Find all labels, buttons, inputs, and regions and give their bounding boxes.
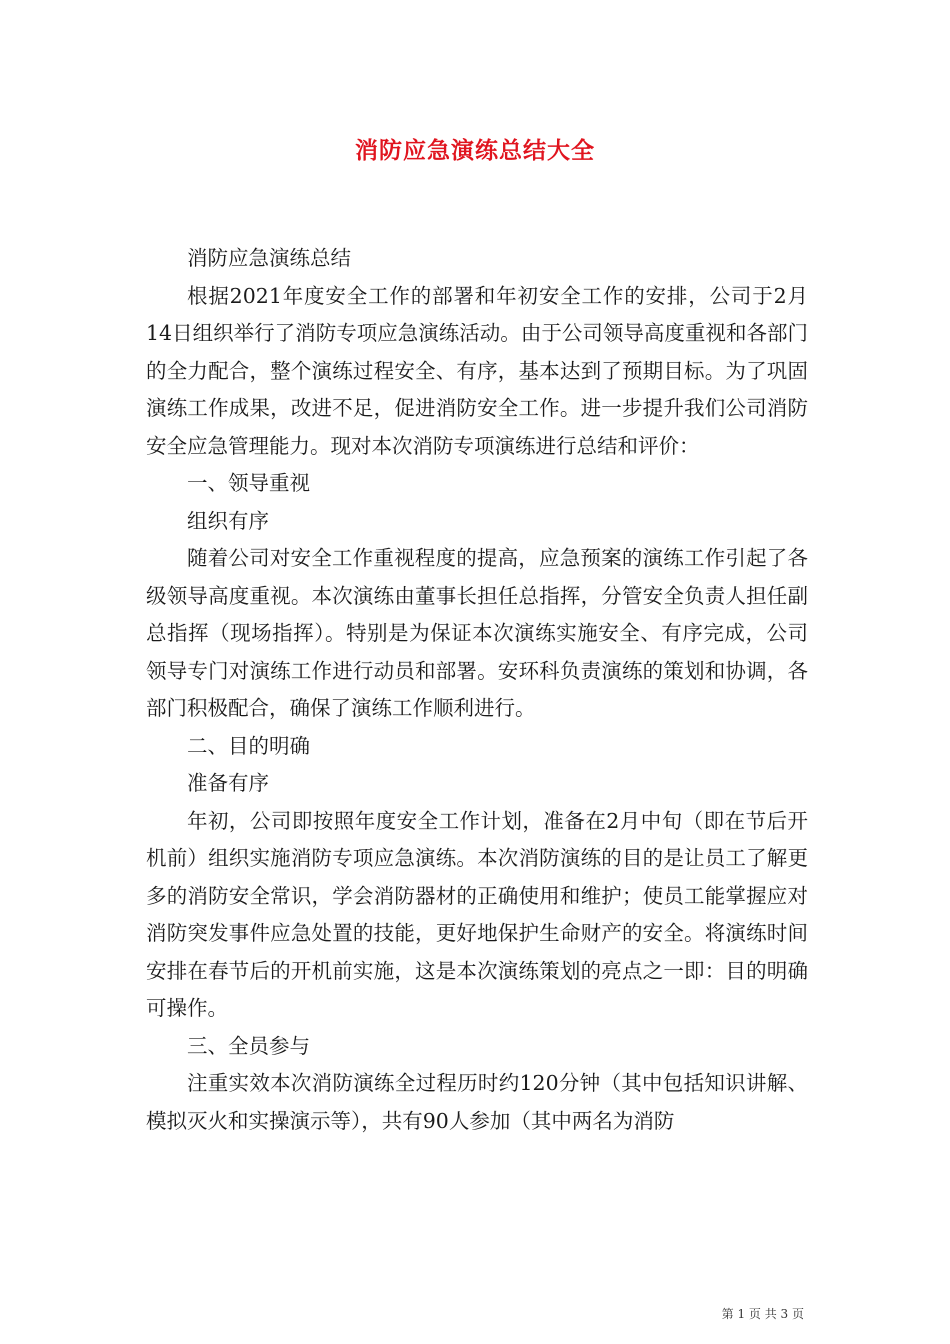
section-subheading-2: 准备有序 [187, 771, 269, 795]
document-body [146, 240, 808, 1140]
paragraph-section-1: 随着公司对安全工作重视程度的提高，应急预案的演练工作引起了各级领导高度重视。本次演练由董事长担任总指挥，分管安全负责人担任副总指挥（现场指挥）。特别是为保证本次演练实施安全、有序完成，公司领导专门对演练工作进行动员和部署。安环科负责演练的策划和协调，各部门积极配合，确保了演练工作顺利进行。 [146, 546, 808, 720]
paragraph-intro: 根据2021年度安全工作的部署和年初安全工作的安排，公司于2月14日组织举行了消防专项应急演练活动。由于公司领导高度重视和各部门的全力配合，整个演练过程安全、有序，基本达到了预期目标。为了巩固演练工作成果，改进不足，促进消防安全工作。进一步提升我们公司消防安全应急管理能力。现对本次消防专项演练进行总结和评价： [146, 283, 808, 458]
document-title: 消防应急演练总结大全 [355, 137, 595, 164]
paragraph-section-2: 年初，公司即按照年度安全工作计划，准备在2月中旬（即在节后开机前）组织实施消防专项应急演练。本次消防演练的目的是让员工了解更多的消防安全常识，学会消防器材的正确使用和维护；使员工能掌握应对消防突发事件应急处置的技能，更好地保护生命财产的安全。将演练时间安排在春节后的开机前实施，这是本次演练策划的亮点之一即：目的明确可操作。 [146, 808, 808, 1020]
section-subheading-1: 组织有序 [187, 508, 269, 533]
section-heading-3: 三、全员参与 [187, 1033, 310, 1058]
paragraph-section-3: 注重实效本次消防演练全过程历时约120分钟（其中包括知识讲解、模拟灭火和实操演示等），共有90人参加（其中两名为消防 [146, 1071, 808, 1133]
section-intro-heading: 消防应急演练总结 [187, 246, 351, 270]
page-number-footer: 第 1 页 共 3 页 [721, 1307, 804, 1321]
section-heading-1: 一、领导重视 [187, 471, 310, 495]
section-heading-2: 二、目的明确 [187, 733, 310, 758]
